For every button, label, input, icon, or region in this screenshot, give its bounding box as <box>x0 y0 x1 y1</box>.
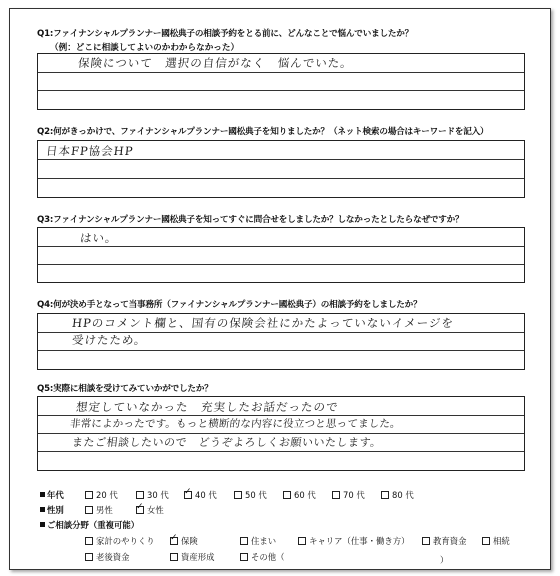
field-option-household[interactable]: 家計のやりくり <box>85 535 155 547</box>
q3-answer-line-1: はい。 <box>79 231 119 245</box>
field-option-career[interactable]: キャリア（仕事・働き方） <box>298 535 410 547</box>
field-option-asset-building[interactable]: 資産形成 <box>170 551 215 563</box>
field-option-housing[interactable]: 住まい <box>240 535 276 547</box>
field-option-retirement[interactable]: 老後資金 <box>85 551 130 563</box>
q4-answer-line-2: 受けたため。 <box>71 333 148 347</box>
age-option-70[interactable]: 70 代 <box>332 489 365 501</box>
q5-label: Q5:実際に相談を受けてみていかがでしたか？ <box>37 384 213 394</box>
age-option-80[interactable]: 80 代 <box>381 489 414 501</box>
q4-answer-line-1: HPのコメント欄と、国有の保険会社にかたよっていないイメージを <box>71 316 455 330</box>
gender-label: 性別 <box>40 504 64 516</box>
field-option-insurance[interactable]: ✓ 保険 <box>170 535 198 547</box>
field-other-close-paren: ） <box>440 555 449 565</box>
q2-label: Q2:何がきっかけで、ファイナンシャルプランナー國松典子を知りましたか？（ネット検索の場合はキーワードを記入） <box>37 127 489 137</box>
gender-option-female[interactable]: ✓ 女性 <box>136 504 164 516</box>
age-option-60[interactable]: 60 代 <box>283 489 316 501</box>
age-option-40[interactable]: ✓ 40 代 <box>184 489 217 501</box>
q3-label: Q3:ファイナンシャルプランナー國松典子を知ってすぐに問合せをしましたか？しなかったとしたらなぜですか？ <box>37 215 464 225</box>
field-option-education[interactable]: 教育資金 <box>422 535 467 547</box>
q5-answer-line-2: 非常によかったです。もっと横断的な内容に役立つと思ってました。 <box>69 418 402 430</box>
q1-answer-line-1: 保険について 選択の自信がなく 悩んでいた。 <box>77 56 354 70</box>
field-option-inheritance[interactable]: 相続 <box>482 535 510 547</box>
gender-option-male[interactable]: 男性 <box>85 504 113 516</box>
age-label: 年代 <box>40 489 64 501</box>
q4-label: Q4:何が決め手となって当事務所（ファイナンシャルプランナー國松典子）の相談予約をしましたか？ <box>37 300 422 310</box>
field-option-other[interactable]: その他（ <box>240 551 285 563</box>
field-label: ご相談分野（重複可能） <box>40 519 139 531</box>
age-option-50[interactable]: 50 代 <box>234 489 267 501</box>
age-option-20[interactable]: 20 代 <box>85 489 118 501</box>
q5-answer-line-3: またご相談したいので どうぞよろしくお願いいたします。 <box>71 436 383 449</box>
q1-example: （例：どこに相談してよいのかわからなかった） <box>50 43 240 53</box>
q1-label: Q1:ファイナンシャルプランナー國松典子の相談予約をとる前に、どんなことで悩んでいましたか？ <box>37 29 414 39</box>
age-option-30[interactable]: 30 代 <box>136 489 169 501</box>
q2-answer-line-1: 日本FP協会HP <box>45 144 135 158</box>
q5-answer-line-1: 想定していなかった 充実したお話だったので <box>75 400 340 414</box>
